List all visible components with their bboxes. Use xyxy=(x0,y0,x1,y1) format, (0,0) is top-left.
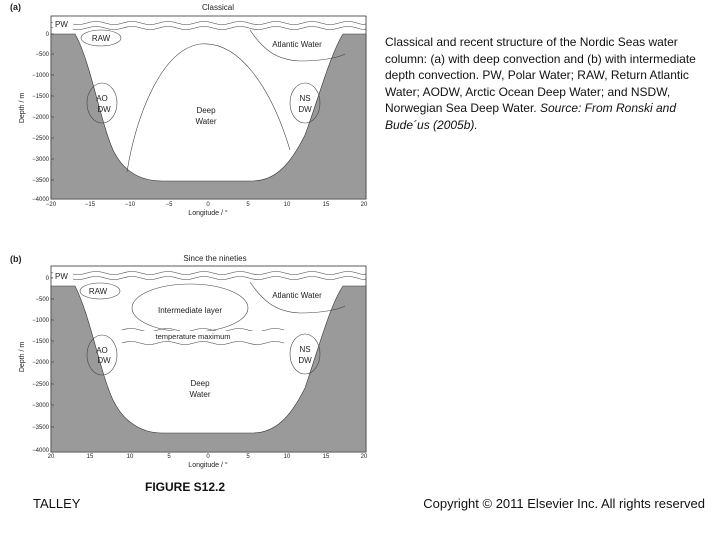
y-tick-label: 0 xyxy=(45,32,49,38)
y-tick-label: −1500 xyxy=(32,94,49,100)
raw-label: RAW xyxy=(91,34,111,43)
copyright-footer: Copyright © 2011 Elsevier Inc. All rights reserved xyxy=(423,496,705,511)
nsdw-label: NS xyxy=(299,345,311,354)
x-tick-label: 20 xyxy=(360,454,368,460)
figure-caption xyxy=(385,34,703,133)
y-tick-label: −2500 xyxy=(32,382,49,388)
y-tick-label: −1000 xyxy=(32,73,49,79)
y-tick-label: −2500 xyxy=(32,136,49,142)
panel-tag: (b) xyxy=(10,254,22,264)
aodw-label: DW xyxy=(97,105,111,114)
x-tick-label: 15 xyxy=(86,454,94,460)
x-tick-label: −20 xyxy=(45,202,57,208)
y-tick-label: −4000 xyxy=(32,197,49,203)
y-tick-label: −500 xyxy=(35,297,49,303)
x-tick-label: 5 xyxy=(246,202,250,208)
caption-source: Source: From Ronski and Bude´us (2005b). xyxy=(385,101,677,132)
y-tick-label: −3000 xyxy=(32,403,49,409)
x-tick-label: −5 xyxy=(165,202,173,208)
x-tick-label: 5 xyxy=(246,454,250,460)
panel-title: Since the nineties xyxy=(183,254,247,263)
y-tick-label: −1000 xyxy=(32,318,49,324)
caption-text: Classical and recent structure of the Nordic Seas water column: (a) with deep convection and (b) with intermediate depth convection. PW, Polar Water; RAW, Return Atlantic Water; AODW, Arctic Ocean Deep Water; and NSDW, Norwegian Sea Deep Water. xyxy=(385,35,696,115)
nsdw-label: DW xyxy=(298,356,312,365)
author-footer: TALLEY xyxy=(33,496,81,511)
panel-b xyxy=(10,254,368,469)
y-axis-label: Depth / m xyxy=(19,92,26,124)
pw-label: PW xyxy=(55,20,68,29)
deep-water-label: Water xyxy=(189,390,211,399)
aodw-label: AO xyxy=(96,346,108,355)
aodw-label: AO xyxy=(96,94,108,103)
x-axis-label: Longitude / ° xyxy=(188,462,228,469)
figure xyxy=(0,0,380,480)
nsdw-label: NS xyxy=(299,94,311,103)
atlantic-water-label: Atlantic Water xyxy=(272,40,322,49)
x-tick-label: 20 xyxy=(360,202,368,208)
temperature-maximum-label: temperature maximum xyxy=(155,332,231,341)
x-axis xyxy=(48,454,368,469)
x-tick-label: 15 xyxy=(322,454,330,460)
raw-label: RAW xyxy=(88,287,108,296)
panel-tag: (a) xyxy=(10,2,21,12)
nsdw-label: DW xyxy=(298,105,312,114)
x-tick-label: 15 xyxy=(322,202,330,208)
y-tick-label: −2000 xyxy=(32,360,49,366)
y-axis-label: Depth / m xyxy=(19,341,26,373)
x-axis-label: Longitude / ° xyxy=(188,210,228,217)
y-tick-label: −2000 xyxy=(32,115,49,121)
panel-a xyxy=(10,2,368,217)
x-tick-label: 0 xyxy=(206,202,210,208)
y-tick-label: −500 xyxy=(35,52,49,58)
panel-title: Classical xyxy=(201,3,235,12)
y-tick-label: −4000 xyxy=(32,448,49,454)
y-tick-label: −3000 xyxy=(32,157,49,163)
deep-water-label: Deep xyxy=(190,379,210,388)
deep-water-label: Water xyxy=(195,117,217,126)
y-axis xyxy=(19,276,54,454)
y-tick-label: −1500 xyxy=(32,339,49,345)
x-tick-label: 20 xyxy=(47,454,55,460)
intermediate-layer-label: Intermediate layer xyxy=(157,306,223,315)
atlantic-water-label: Atlantic Water xyxy=(272,291,322,300)
x-tick-label: −10 xyxy=(124,202,136,208)
deep-water-label: Deep xyxy=(196,106,216,115)
x-tick-label: 10 xyxy=(283,454,291,460)
pw-label: PW xyxy=(55,272,68,281)
x-tick-label: 10 xyxy=(126,454,134,460)
y-tick-label: 0 xyxy=(45,276,49,282)
x-tick-label: 10 xyxy=(283,202,291,208)
figure-number-label: FIGURE S12.2 xyxy=(145,480,226,494)
x-tick-label: −15 xyxy=(84,202,96,208)
y-axis xyxy=(19,32,54,203)
x-tick-label: 5 xyxy=(167,454,171,460)
x-tick-label: 0 xyxy=(206,454,210,460)
aodw-label: DW xyxy=(97,356,111,365)
y-tick-label: −3500 xyxy=(32,178,49,184)
y-tick-label: −3500 xyxy=(32,425,49,431)
x-axis xyxy=(46,202,368,217)
